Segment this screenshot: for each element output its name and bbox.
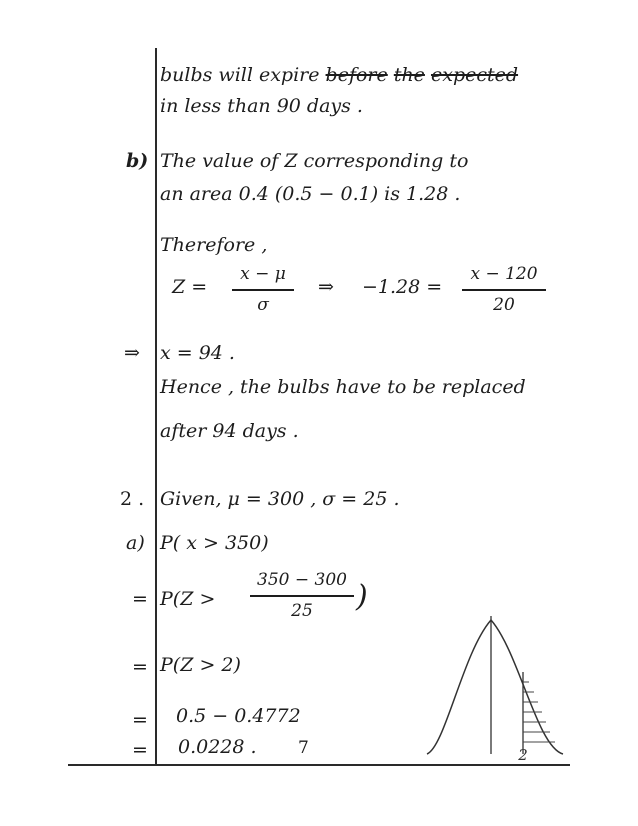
fraction-denominator: 20 [493, 294, 515, 315]
fraction-denominator: 25 [291, 600, 313, 621]
bell-curve-path [427, 620, 563, 754]
question-2-given: Given, μ = 300 , σ = 25 . [160, 488, 400, 510]
z-value-equals: −1.28 = [362, 276, 443, 298]
fraction-bar [250, 595, 354, 597]
z-tick-label: 2 [518, 746, 528, 764]
implies-arrow: ⇒ [318, 276, 334, 298]
text-line-9: after 94 days . [160, 420, 299, 442]
fraction-z-formula [232, 266, 294, 314]
part-a-marker: a) [126, 532, 145, 554]
margin-line [155, 48, 157, 766]
normal-curve-sketch [425, 612, 565, 764]
fraction-bar [462, 289, 546, 291]
text-line-2: in less than 90 days . [160, 95, 363, 117]
closing-paren: ) [356, 579, 368, 614]
bottom-rule [68, 764, 570, 766]
shaded-tail [523, 682, 555, 742]
probability-line-1: P( x > 350) [160, 532, 269, 554]
text-l1: bulbs will expire [160, 64, 320, 86]
implies-arrow-2: ⇒ [124, 342, 140, 364]
text-line-4: an area 0.4 (0.5 − 0.1) is 1.28 . [160, 183, 461, 205]
equals-sign-1: = [132, 588, 148, 610]
text-line-7: x = 94 . [160, 342, 235, 364]
equals-sign-2: = [132, 656, 148, 678]
equals-sign-3: = [132, 709, 148, 731]
page-mark: 7 [298, 738, 309, 758]
fraction-numerator: x − μ [240, 264, 286, 284]
fraction-denominator: σ [257, 294, 269, 315]
fraction-x-formula [462, 266, 546, 314]
text-line-3: The value of Z corresponding to [160, 150, 469, 172]
struck-word-expected: expected [430, 64, 519, 86]
fraction-standardize [250, 572, 354, 620]
struck-word-before: before [325, 64, 388, 86]
equals-sign-4: = [132, 739, 148, 761]
question-2-number: 2 . [120, 488, 145, 510]
text-line-1 [160, 66, 518, 85]
probability-line-3: P(Z > 2) [160, 654, 241, 676]
part-b-marker: b) [126, 150, 149, 172]
probability-line-4: 0.5 − 0.4772 [176, 705, 301, 727]
fraction-bar [232, 289, 294, 291]
text-line-5: Therefore , [160, 234, 268, 256]
z-equals: Z = [172, 276, 208, 298]
struck-word-the: the [393, 64, 425, 86]
fraction-numerator: x − 120 [470, 264, 538, 284]
fraction-numerator: 350 − 300 [257, 570, 347, 590]
text-line-8: Hence , the bulbs have to be replaced [160, 376, 526, 398]
probability-line-2-left: P(Z > [160, 588, 216, 610]
probability-line-5: 0.0228 . [178, 736, 257, 758]
